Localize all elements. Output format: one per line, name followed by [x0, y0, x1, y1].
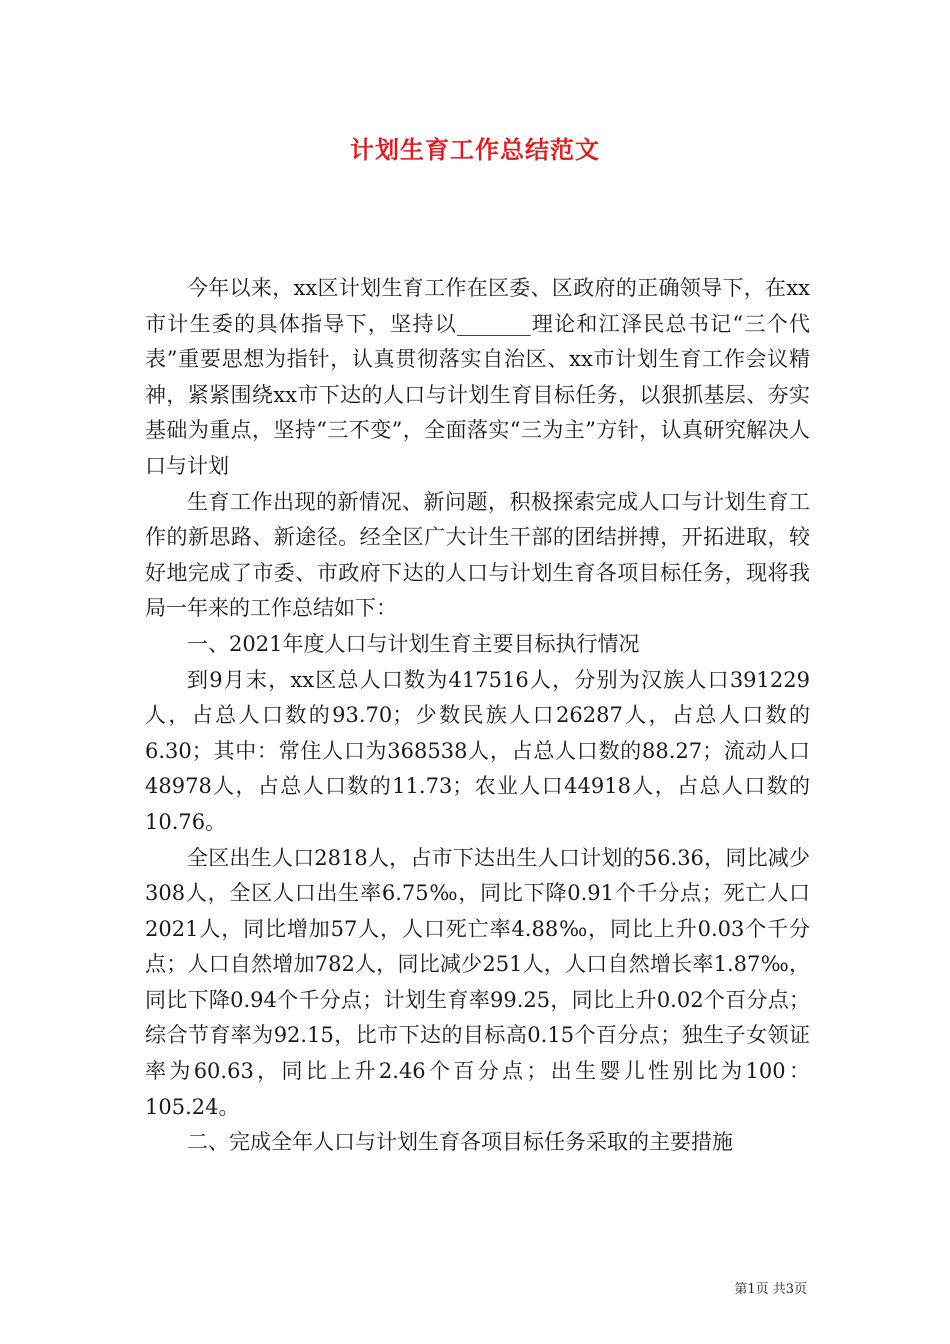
paragraph-intro: 今年以来，xx区计划生育工作在区委、区政府的正确领导下，在xx市计生委的具体指导下，坚持以_______理论和江泽民总书记“三个代表”重要思想为指针，认真贯彻落实自治区、xx市计划生育工作会议精神，紧紧围绕xx市下达的人口与计划生育目标任务，以狠抓基层、夯实基础为重点，坚持“三不变”，全面落实“三为主”方针，认真研究解决人口与计划 — [145, 276, 810, 478]
paragraph-birth-stats: 全区出生人口2818人，占市下达出生人口计划的56.36，同比减少308人，全区人口出生率6.75‰，同比下降0.91个千分点；死亡人口2021人，同比增加57人，人口死亡率4.88‰，同比上升0.03个千分点；人口自然增加782人，同比减少251人，人口自然增长率1.87‰，同比下降0.94个千分点；计划生育率99.25，同比上升0.02个百分点；综合节育率为92.15，比市下达的目标高0.15个百分点；独生子女领证率为60.63，同比上升2.46个百分点；出生婴儿性别比为100：105.24。 — [145, 845, 810, 1119]
page-indicator: 第1页 共3页 — [734, 1282, 807, 1297]
paragraph-population: 到9月末，xx区总人口数为417516人，分别为汉族人口391229人，占总人口数的93.70；少数民族人口26287人，占总人口数的6.30；其中：常住人口为368538人，占总人口数的88.27；流动人口48978人，占总人口数的11.73；农业人口44918人，占总人口数的10.76。 — [145, 667, 810, 834]
document-body — [145, 271, 810, 1161]
paragraph-summary: 生育工作出现的新情况、新问题，积极探索完成人口与计划生育工作的新思路、新途径。经全区广大计生干部的团结拼搏，开拓进取，较好地完成了市委、市政府下达的人口与计划生育各项目标任务，现将我局一年来的工作总结如下： — [145, 489, 810, 621]
section-heading-1: 一、2021年度人口与计划生育主要目标执行情况 — [187, 631, 640, 656]
document-title: 计划生育工作总结范文 — [350, 135, 600, 164]
section-heading-2: 二、完成全年人口与计划生育各项目标任务采取的主要措施 — [187, 1130, 733, 1155]
